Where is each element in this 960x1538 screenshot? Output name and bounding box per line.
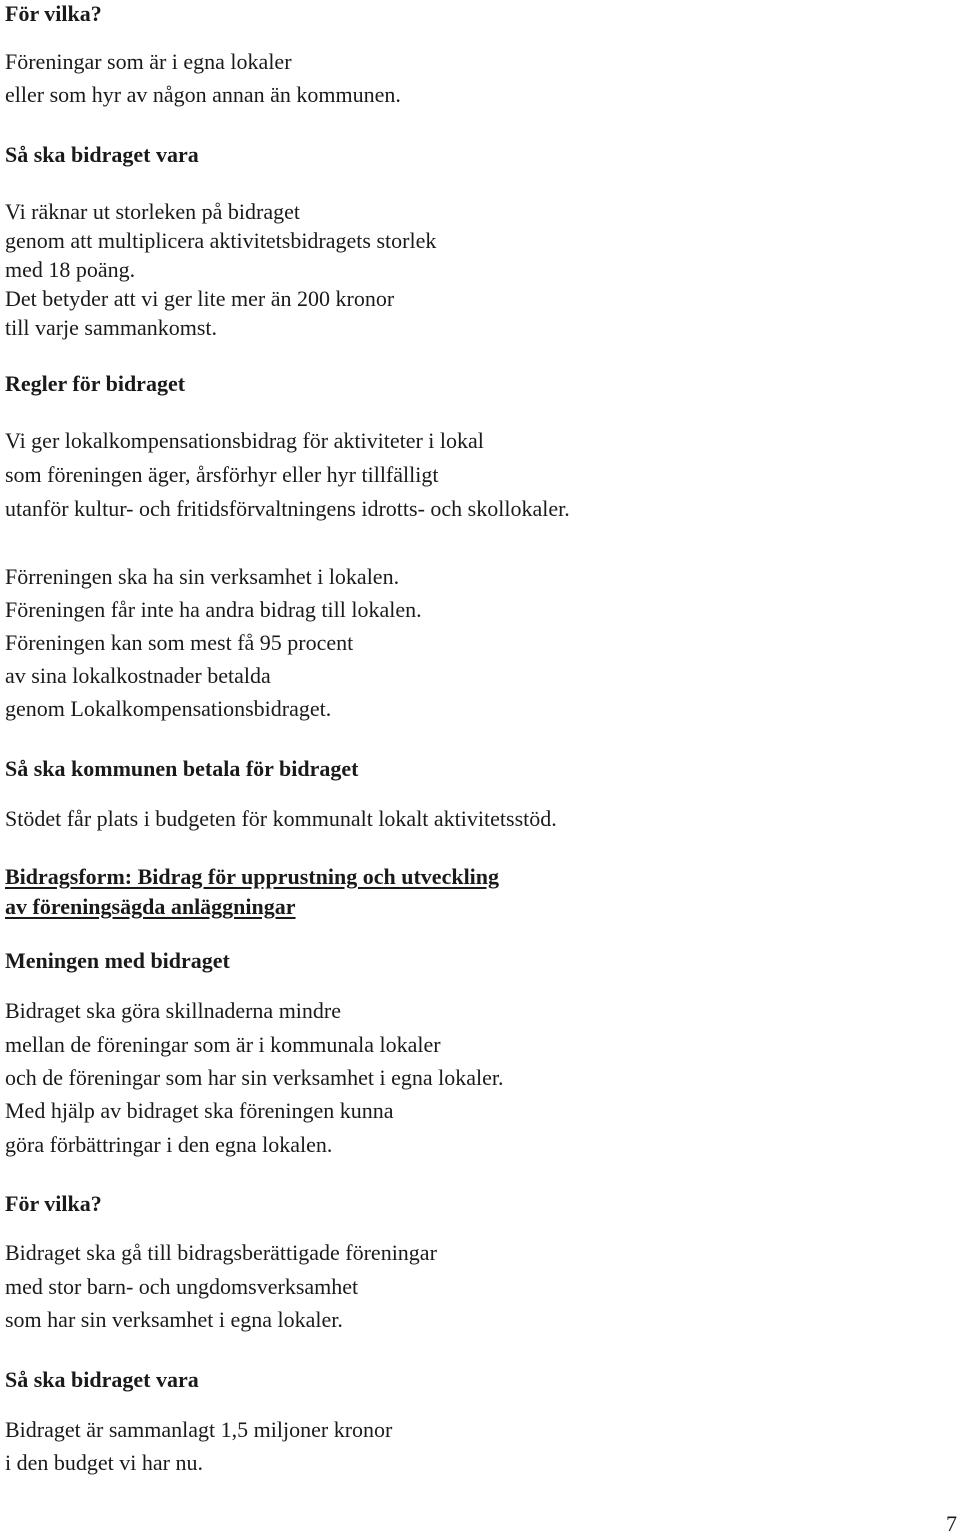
paragraph-line: Föreningen kan som mest få 95 procent bbox=[5, 630, 354, 655]
paragraph-line: Föreningen får inte ha andra bidrag till lokalen. bbox=[5, 597, 422, 622]
paragraph-line: Bidraget ska göra skillnaderna mindre bbox=[5, 998, 342, 1023]
heading-for-vilka: För vilka? bbox=[5, 1191, 102, 1216]
bidragsform-title: Bidragsform: Bidrag för upprustning och utveckling bbox=[5, 864, 500, 889]
paragraph-line: som har sin verksamhet i egna lokaler. bbox=[5, 1307, 343, 1332]
paragraph-line: till varje sammankomst. bbox=[5, 315, 218, 340]
paragraph-line: Vi ger lokalkompensationsbidrag för aktiviteter i lokal bbox=[5, 428, 484, 453]
paragraph-line: Med hjälp av bidraget ska föreningen kunna bbox=[5, 1098, 394, 1123]
heading-sa-ska-bidraget-vara: Så ska bidraget vara bbox=[5, 142, 199, 167]
paragraph-line: utanför kultur- och fritidsförvaltningens idrotts- och skollokaler. bbox=[5, 496, 570, 521]
paragraph-line: Bidraget ska gå till bidragsberättigade föreningar bbox=[5, 1240, 437, 1265]
page-number: 7 bbox=[946, 1511, 957, 1536]
paragraph-line: Stödet får plats i budgeten för kommunalt lokalt aktivitetsstöd. bbox=[5, 806, 557, 831]
paragraph-line: Förreningen ska ha sin verksamhet i lokalen. bbox=[5, 564, 400, 589]
heading-sa-ska-bidraget-vara: Så ska bidraget vara bbox=[5, 1367, 199, 1392]
paragraph-line: med 18 poäng. bbox=[5, 257, 136, 282]
heading-kommunen-betala: Så ska kommunen betala för bidraget bbox=[5, 756, 359, 781]
paragraph-line: genom Lokalkompensationsbidraget. bbox=[5, 696, 332, 721]
paragraph-line: och de föreningar som har sin verksamhet i egna lokaler. bbox=[5, 1065, 504, 1090]
paragraph-line: som föreningen äger, årsförhyr eller hyr tillfälligt bbox=[5, 462, 439, 487]
paragraph-line: i den budget vi har nu. bbox=[5, 1450, 203, 1475]
paragraph-line: Föreningar som är i egna lokaler bbox=[5, 49, 292, 74]
heading-for-vilka: För vilka? bbox=[5, 1, 102, 26]
paragraph-line: av sina lokalkostnader betalda bbox=[5, 663, 271, 688]
heading-regler: Regler för bidraget bbox=[5, 371, 186, 396]
paragraph-line: Det betyder att vi ger lite mer än 200 kronor bbox=[5, 286, 395, 311]
paragraph-line: mellan de föreningar som är i kommunala lokaler bbox=[5, 1032, 441, 1057]
paragraph-line: Bidraget är sammanlagt 1,5 miljoner kronor bbox=[5, 1417, 393, 1442]
bidragsform-title: av föreningsägda anläggningar bbox=[5, 894, 296, 919]
paragraph-line: göra förbättringar i den egna lokalen. bbox=[5, 1132, 333, 1157]
heading-meningen: Meningen med bidraget bbox=[5, 948, 230, 973]
paragraph-line: genom att multiplicera aktivitetsbidragets storlek bbox=[5, 228, 437, 253]
paragraph-line: eller som hyr av någon annan än kommunen. bbox=[5, 82, 401, 107]
paragraph-line: Vi räknar ut storleken på bidraget bbox=[5, 199, 300, 224]
paragraph-line: med stor barn- och ungdomsverksamhet bbox=[5, 1274, 359, 1299]
